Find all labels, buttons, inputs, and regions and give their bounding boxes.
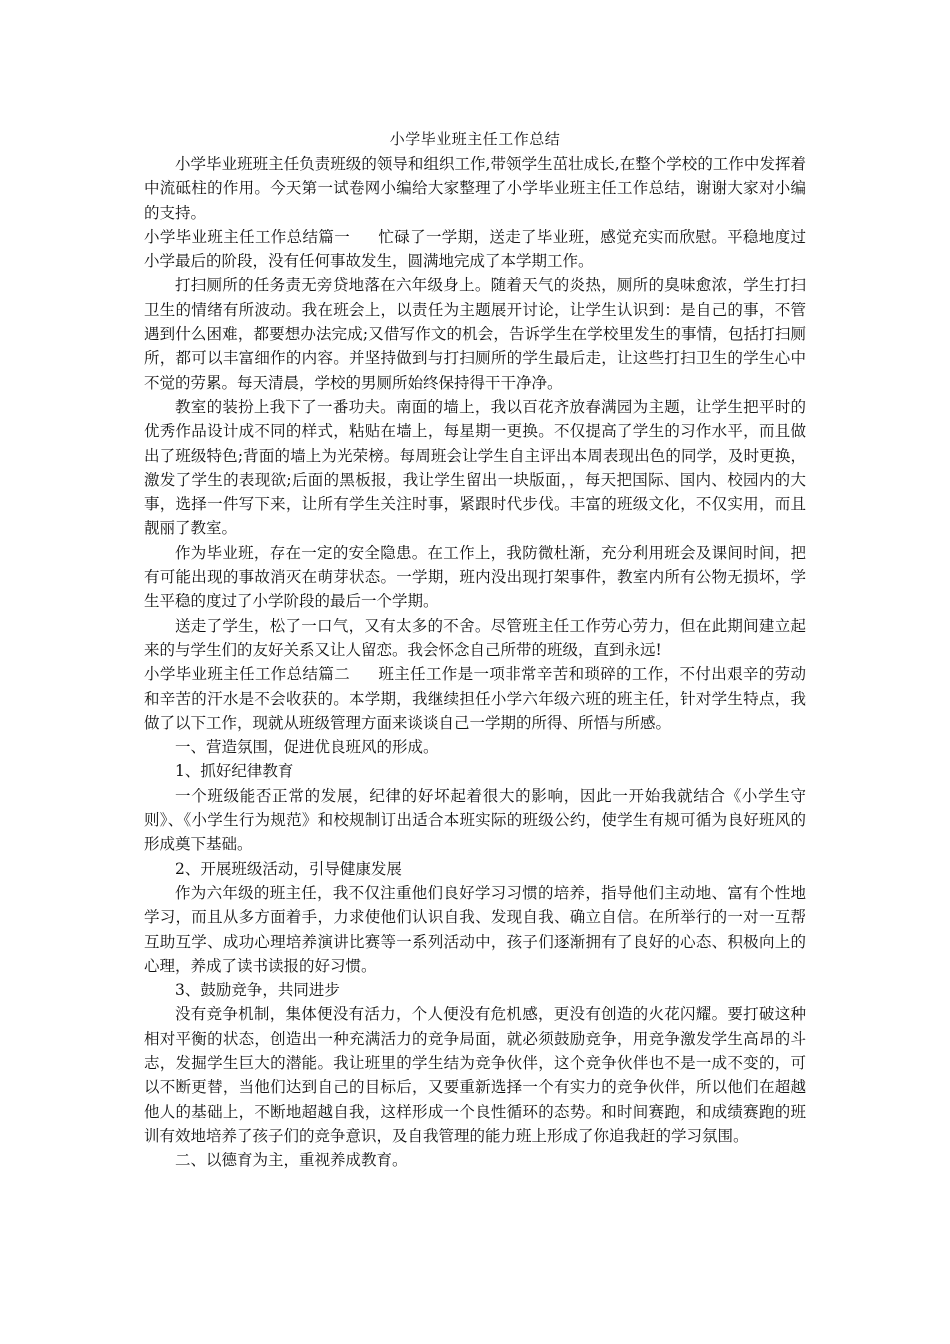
document-page xyxy=(144,128,806,1172)
intro-paragraph: 小学毕业班班主任负责班级的领导和组织工作,带领学生茁壮成长,在整个学校的工作中发挥着中流砥柱的作用。今天第一试卷网小编给大家整理了小学毕业班主任工作总结，谢谢大家对小编的支持。 xyxy=(144,155,806,222)
subsection-heading-1-1: 1、抓好纪律教育 xyxy=(175,762,294,781)
part-one-paragraph xyxy=(144,225,806,274)
part-two-text: 班主任工作是一项非常辛苦和琐碎的工作，不付出艰辛的劳动和辛苦的汗水是不会收获的。本学期，我继续担任小学六年级六班的班主任，针对学生特点，我做了以下工作，现就从班级管理方面来谈谈自己一学期的所得、所悟与所感。 xyxy=(144,665,806,732)
part-two-paragraph xyxy=(144,662,806,735)
part-one-text: 忙碌了一学期，送走了毕业班，感觉充实而欣慰。平稳地度过小学最后的阶段，没有任何事故发生，圆满地完成了本学期工作。 xyxy=(144,227,806,271)
subsection-heading-1-3: 3、鼓励竞争，共同进步 xyxy=(175,981,340,1000)
section-heading-1: 一、营造氛围，促进优良班风的形成。 xyxy=(175,738,439,757)
subsection-heading-1-2: 2、开展班级活动，引导健康发展 xyxy=(175,859,402,878)
farewell-paragraph: 送走了学生，松了一口气，又有太多的不舍。尽管班主任工作劳心劳力，但在此期间建立起来的与学生们的友好关系又让人留恋。我会怀念自己所带的班级，直到永远! xyxy=(144,616,806,659)
toilet-paragraph: 打扫厕所的任务责无旁贷地落在六年级身上。随着天气的炎热，厕所的臭味愈浓，学生打扫卫生的情绪有所波动。我在班会上，以责任为主题展开讨论，让学生认识到：是自己的事，不管遇到什么困难，都要想办法完成;又借写作文的机会，告诉学生在学校里发生的事情，包括打扫厕所，都可以丰富细作的内容。并坚持做到与打扫厕所的学生最后走，让这些打扫卫生的学生心中不觉的劳累。每天清晨，学校的男厕所始终保持得干干净净。 xyxy=(144,276,806,392)
activities-paragraph: 作为六年级的班主任，我不仅注重他们良好学习习惯的培养，指导他们主动地、富有个性地学习，而且从多方面着手，力求使他们认识自我、发现自我、确立自信。在所举行的一对一互帮互助互学、成功心理培养演讲比赛等一系列活动中，孩子们逐渐拥有了良好的心态、积极向上的心理，养成了读书读报的好习惯。 xyxy=(144,883,806,975)
part-one-heading: 小学毕业班主任工作总结篇一 xyxy=(144,227,351,246)
classroom-paragraph: 教室的装扮上我下了一番功夫。南面的墙上，我以百花齐放春满园为主题，让学生把平时的优秀作品设计成不同的样式，粘贴在墙上，每星期一更换。不仅提高了学生的习作水平，而且做出了班级特色;背面的墙上为光荣榜。每周班会让学生自主评出本周表现出色的同学，及时更换，激发了学生的表现欲;后面的黑板报，我让学生留出一块版面，，每天把国际、国内、校园内的大事，选择一件写下来，让所有学生关注时事，紧跟时代步伐。丰富的班级文化，不仅实用，而且靓丽了教室。 xyxy=(144,397,806,538)
discipline-paragraph: 一个班级能否正常的发展，纪律的好坏起着很大的影响，因此一开始我就结合《小学生守则》、《小学生行为规范》和校规制订出适合本班实际的班级公约，使学生有规可循为良好班风的形成奠下基础。 xyxy=(144,786,806,854)
safety-paragraph: 作为毕业班，存在一定的安全隐患。在工作上，我防微杜渐，充分利用班会及课间时间，把有可能出现的事故消灭在萌芽状态。一学期，班内没出现打架事件，教室内所有公物无损坏，学生平稳的度过了小学阶段的最后一个学期。 xyxy=(144,543,806,611)
section-heading-2: 二、以德育为主，重视养成教育。 xyxy=(175,1151,408,1170)
part-two-heading: 小学毕业班主任工作总结篇二 xyxy=(144,665,351,684)
document-title: 小学毕业班主任工作总结 xyxy=(389,130,561,148)
competition-paragraph: 没有竞争机制，集体便没有活力，个人便没有危机感，更没有创造的火花闪耀。要打破这种相对平衡的状态，创造出一种充满活力的竞争局面，就必须鼓励竞争，用竞争激发学生高昂的斗志，发掘学生巨大的潜能。我让班里的学生结为竞争伙伴，这个竞争伙伴也不是一成不变的，可以不断更替，当他们达到自己的目标后，又要重新选择一个有实力的竞争伙伴，所以他们在超越他人的基础上，不断地超越自我，这样形成一个良性循环的态势。和时间赛跑，和成绩赛跑的班训有效地培养了孩子们的竞争意识，及自我管理的能力班上形成了你追我赶的学习氛围。 xyxy=(144,1005,806,1145)
